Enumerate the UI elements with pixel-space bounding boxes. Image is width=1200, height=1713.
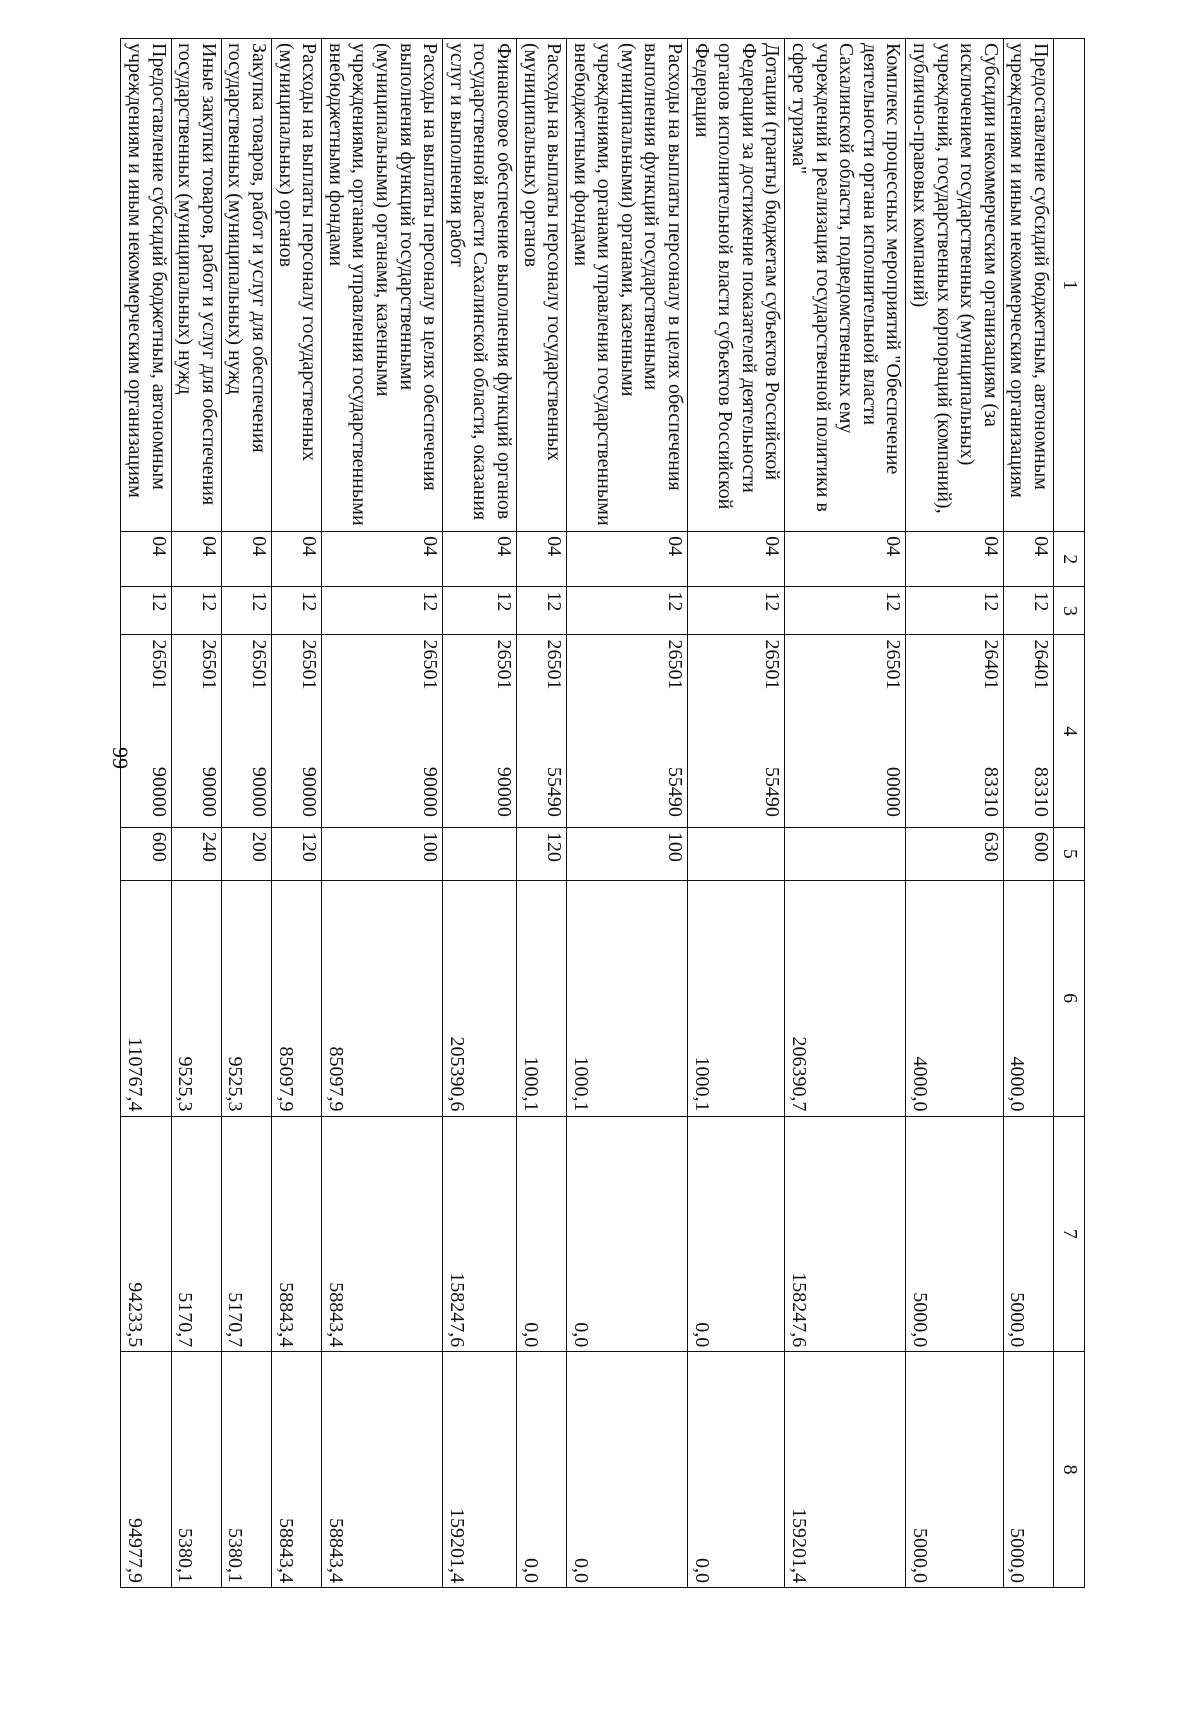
row-expense-type-cell <box>688 827 785 880</box>
target-code-program: 26501 <box>882 639 905 690</box>
row-amount-col7-cell: 158247,6 <box>443 1116 517 1352</box>
table-row <box>906 39 1003 1588</box>
row-subsection-cell: 12 <box>443 587 517 635</box>
target-code-program: 26501 <box>664 639 687 690</box>
table-row <box>121 39 171 1588</box>
row-subsection-cell: 12 <box>322 587 443 635</box>
budget-table <box>120 38 1085 1588</box>
row-amount-col8-cell: 5000,0 <box>906 1352 1003 1588</box>
header-col-2: 2 <box>1054 532 1085 587</box>
table-row <box>322 39 443 1588</box>
row-name-cell: Предоставление субсидий бюджетным, автономным учреждениям и иным некоммерческим организациям <box>121 39 171 532</box>
header-col-8: 8 <box>1054 1352 1085 1588</box>
row-target-code-cell <box>272 635 322 827</box>
row-subsection-cell: 12 <box>221 587 271 635</box>
target-code-direction: 00000 <box>882 766 905 817</box>
row-amount-col7-cell: 158247,6 <box>785 1116 906 1352</box>
row-amount-col8-cell: 159201,4 <box>443 1352 517 1588</box>
row-section-cell: 04 <box>443 532 517 587</box>
row-section-cell: 04 <box>688 532 785 587</box>
row-name-cell: Предоставление субсидий бюджетным, автономным учреждениям и иным некоммерческим организациям <box>1003 39 1053 532</box>
row-expense-type-cell: 100 <box>322 827 443 880</box>
row-target-code-cell <box>443 635 517 827</box>
row-amount-col8-cell: 58843,4 <box>272 1352 322 1588</box>
target-code-direction: 90000 <box>419 766 442 817</box>
target-code-program: 26501 <box>761 639 784 690</box>
row-amount-col8-cell: 5380,1 <box>221 1352 271 1588</box>
row-section-cell: 04 <box>322 532 443 587</box>
row-amount-col6-cell: 206390,7 <box>785 880 906 1116</box>
row-subsection-cell: 12 <box>688 587 785 635</box>
row-amount-col6-cell: 4000,0 <box>906 880 1003 1116</box>
row-amount-col7-cell: 0,0 <box>567 1116 688 1352</box>
row-amount-col6-cell: 9525,3 <box>171 880 221 1116</box>
row-section-cell: 04 <box>171 532 221 587</box>
table-row <box>688 39 785 1588</box>
row-section-cell: 04 <box>567 532 688 587</box>
row-expense-type-cell: 100 <box>567 827 688 880</box>
target-code-direction: 90000 <box>298 766 321 817</box>
row-subsection-cell: 12 <box>272 587 322 635</box>
row-amount-col6-cell: 1000,1 <box>567 880 688 1116</box>
row-section-cell: 04 <box>272 532 322 587</box>
row-target-code-cell <box>906 635 1003 827</box>
target-code-program: 26401 <box>979 639 1002 690</box>
row-name-cell: Комплекс процессных мероприятий "Обеспечение деятельности органа исполнительной власти Сахалинской области, подведомственных ему учреждений и реализация государственной политики в сфере туризма" <box>785 39 906 532</box>
header-col-1: 1 <box>1054 39 1085 532</box>
row-amount-col6-cell: 110767,4 <box>121 880 171 1116</box>
row-amount-col8-cell: 94977,9 <box>121 1352 171 1588</box>
target-code-direction: 83310 <box>979 766 1002 817</box>
target-code-program: 26501 <box>543 639 566 690</box>
table-row <box>221 39 271 1588</box>
header-col-7: 7 <box>1054 1116 1085 1352</box>
row-amount-col7-cell: 5000,0 <box>1003 1116 1053 1352</box>
row-subsection-cell: 12 <box>516 587 566 635</box>
row-amount-col6-cell: 1000,1 <box>516 880 566 1116</box>
row-name-cell: Расходы на выплаты персоналу государственных (муниципальных) органов <box>272 39 322 532</box>
row-name-cell: Расходы на выплаты персоналу в целях обеспечения выполнения функций государственными (муниципальными) органами, казенными учреждениями, органами управления государственными внебюджетными фондами <box>567 39 688 532</box>
header-row <box>1054 39 1085 1588</box>
row-amount-col8-cell: 0,0 <box>567 1352 688 1588</box>
rotated-page <box>125 38 1085 1588</box>
row-section-cell: 04 <box>121 532 171 587</box>
row-amount-col7-cell: 5170,7 <box>171 1116 221 1352</box>
row-subsection-cell: 12 <box>121 587 171 635</box>
row-amount-col8-cell: 5000,0 <box>1003 1352 1053 1588</box>
row-amount-col6-cell: 9525,3 <box>221 880 271 1116</box>
row-name-cell: Субсидии некоммерческим организациям (за исключением государственных (муниципальных) учреждений, государственных корпораций (компаний), публично-правовых компаний) <box>906 39 1003 532</box>
row-amount-col7-cell: 58843,4 <box>322 1116 443 1352</box>
row-subsection-cell: 12 <box>906 587 1003 635</box>
row-name-cell: Иные закупки товаров, работ и услуг для обеспечения государственных (муниципальных) нужд <box>171 39 221 532</box>
target-code-direction: 90000 <box>197 766 220 817</box>
page-number: 99 <box>108 747 133 769</box>
target-code-program: 26501 <box>419 639 442 690</box>
table-row <box>516 39 566 1588</box>
row-subsection-cell: 12 <box>1003 587 1053 635</box>
table-row <box>567 39 688 1588</box>
table-row <box>272 39 322 1588</box>
row-target-code-cell <box>567 635 688 827</box>
header-col-5: 5 <box>1054 827 1085 880</box>
row-section-cell: 04 <box>785 532 906 587</box>
row-amount-col8-cell: 0,0 <box>688 1352 785 1588</box>
header-col-4: 4 <box>1054 635 1085 827</box>
row-amount-col8-cell: 5380,1 <box>171 1352 221 1588</box>
row-name-cell: Расходы на выплаты персоналу государственных (муниципальных) органов <box>516 39 566 532</box>
row-subsection-cell: 12 <box>785 587 906 635</box>
target-code-program: 26501 <box>298 639 321 690</box>
row-amount-col6-cell: 85097,9 <box>272 880 322 1116</box>
row-subsection-cell: 12 <box>567 587 688 635</box>
target-code-direction: 55490 <box>761 766 784 817</box>
table-row <box>171 39 221 1588</box>
row-expense-type-cell: 630 <box>906 827 1003 880</box>
target-code-program: 26501 <box>197 639 220 690</box>
row-expense-type-cell: 200 <box>221 827 271 880</box>
row-amount-col7-cell: 5000,0 <box>906 1116 1003 1352</box>
row-amount-col6-cell: 205390,6 <box>443 880 517 1116</box>
row-target-code-cell <box>322 635 443 827</box>
target-code-program: 26401 <box>1030 639 1052 690</box>
row-target-code-cell <box>121 635 171 827</box>
row-subsection-cell: 12 <box>171 587 221 635</box>
target-code-direction: 83310 <box>1030 766 1052 817</box>
row-expense-type-cell <box>443 827 517 880</box>
target-code-program: 26501 <box>492 639 515 690</box>
table-row <box>785 39 906 1588</box>
row-amount-col8-cell: 0,0 <box>516 1352 566 1588</box>
row-amount-col6-cell: 4000,0 <box>1003 880 1053 1116</box>
row-name-cell: Финансовое обеспечение выполнения функций органов государственной власти Сахалинской области, оказания услуг и выполнения работ <box>443 39 517 532</box>
row-target-code-cell <box>785 635 906 827</box>
row-expense-type-cell: 600 <box>1003 827 1053 880</box>
row-name-cell: Дотации (гранты) бюджетам субъектов Российской Федерации за достижение показателей деятельности органов исполнительной власти субъектов Российской Федерации <box>688 39 785 532</box>
row-amount-col7-cell: 5170,7 <box>221 1116 271 1352</box>
header-col-3: 3 <box>1054 587 1085 635</box>
row-expense-type-cell: 120 <box>272 827 322 880</box>
row-target-code-cell <box>221 635 271 827</box>
target-code-direction: 90000 <box>147 766 170 817</box>
row-section-cell: 04 <box>906 532 1003 587</box>
row-amount-col7-cell: 0,0 <box>688 1116 785 1352</box>
row-amount-col6-cell: 1000,1 <box>688 880 785 1116</box>
row-expense-type-cell: 600 <box>121 827 171 880</box>
row-target-code-cell <box>688 635 785 827</box>
row-amount-col8-cell: 58843,4 <box>322 1352 443 1588</box>
row-expense-type-cell: 240 <box>171 827 221 880</box>
row-name-cell: Расходы на выплаты персоналу в целях обеспечения выполнения функций государственными (муниципальными) органами, казенными учреждениями, органами управления государственными внебюджетными фондами <box>322 39 443 532</box>
row-section-cell: 04 <box>516 532 566 587</box>
row-amount-col6-cell: 85097,9 <box>322 880 443 1116</box>
row-expense-type-cell: 120 <box>516 827 566 880</box>
header-col-6: 6 <box>1054 880 1085 1116</box>
row-target-code-cell <box>1003 635 1053 827</box>
target-code-direction: 55490 <box>543 766 566 817</box>
row-section-cell: 04 <box>221 532 271 587</box>
row-name-cell: Закупка товаров, работ и услуг для обеспечения государственных (муниципальных) нужд <box>221 39 271 532</box>
target-code-program: 26501 <box>147 639 170 690</box>
row-amount-col7-cell: 58843,4 <box>272 1116 322 1352</box>
target-code-direction: 90000 <box>248 766 270 817</box>
row-target-code-cell <box>171 635 221 827</box>
row-section-cell: 04 <box>1003 532 1053 587</box>
row-amount-col8-cell: 159201,4 <box>785 1352 906 1588</box>
table-row <box>1003 39 1053 1588</box>
row-amount-col7-cell: 0,0 <box>516 1116 566 1352</box>
target-code-direction: 90000 <box>492 766 515 817</box>
row-target-code-cell <box>516 635 566 827</box>
target-code-direction: 55490 <box>664 766 687 817</box>
row-amount-col7-cell: 94233,5 <box>121 1116 171 1352</box>
row-expense-type-cell <box>785 827 906 880</box>
target-code-program: 26501 <box>248 639 270 690</box>
table-row <box>443 39 517 1588</box>
